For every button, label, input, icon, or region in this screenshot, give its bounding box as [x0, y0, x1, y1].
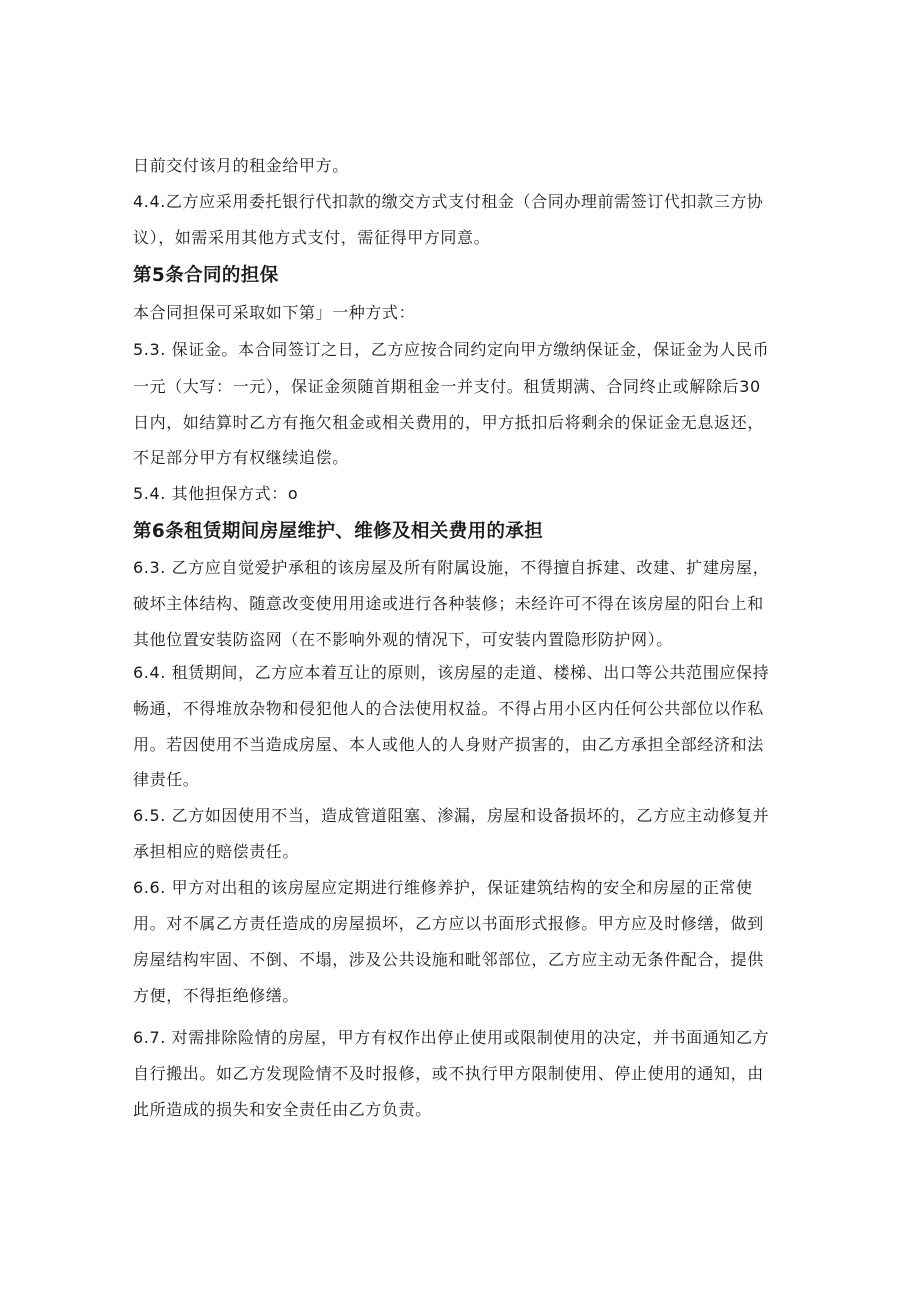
- heading-text: 条合同的担保: [165, 265, 279, 286]
- heading-number: 5: [151, 265, 166, 286]
- heading-number: 6: [151, 521, 166, 542]
- clause-6-6-line-4: 方便，不得拒绝修缮。: [133, 986, 300, 1005]
- heading-prefix: 第: [133, 521, 152, 542]
- clause-4-4-line-1: 4.4.乙方应采用委托银行代扣款的缴交方式支付租金（合同办理前需签订代扣款三方协: [133, 192, 764, 211]
- clause-6-3-line-2: 破坏主体结构、随意改变使用用途或进行各种装修；未经许可不得在该房屋的阳台上和: [133, 594, 764, 613]
- clause-5-3-line-4: 不足部分甲方有权继续追偿。: [133, 448, 349, 467]
- heading-prefix: 第: [133, 265, 152, 286]
- clause-5-4-line-1: 5.4. 其他担保方式：o: [133, 484, 299, 503]
- clause-6-4-line-3: 用。若因使用不当造成房屋、本人或他人的人身财产损害的，由乙方承担全部经济和法: [133, 735, 764, 754]
- clause-6-5-line-2: 承担相应的赔偿责任。: [133, 842, 300, 861]
- heading-text: 条租赁期间房屋维护、维修及相关费用的承担: [165, 521, 544, 542]
- clause-5-3-line-3: 日内，如结算时乙方有拖欠租金或相关费用的，甲方抵扣后将剩余的保证金无息返还，: [133, 413, 764, 432]
- clause-5-3-line-2: 一元（大写：一元），保证金须随首期租金一并支付。租赁期满、合同终止或解除后30: [133, 377, 761, 396]
- clause-6-3-line-3: 其他位置安装防盗网（在不影响外观的情况下，可安装内置隐形防护网）。: [133, 630, 673, 649]
- clause-6-5-line-1: 6.5. 乙方如因使用不当，造成管道阻塞、渗漏，房屋和设备损坏的，乙方应主动修复并: [133, 806, 770, 825]
- clause-5-3-line-1: 5.3. 保证金。本合同签订之日，乙方应按合同约定向甲方缴纳保证金，保证金为人民币: [133, 340, 770, 359]
- clause-6-3-line-1: 6.3. 乙方应自觉爱护承租的该房屋及所有附属设施，不得擅自拆建、改建、扩建房屋，: [133, 558, 770, 577]
- clause-6-7-line-2: 自行搬出。如乙方发现险情不及时报修，或不执行甲方限制使用、停止使用的通知，由: [133, 1064, 764, 1083]
- clause-4-4-line-2: 议），如需采用其他方式支付，需征得甲方同意。: [133, 228, 491, 247]
- clause-6-4-line-1: 6.4. 租赁期间，乙方应本着互让的原则，该房屋的走道、楼梯、出口等公共范围应保持: [133, 663, 770, 682]
- clause-5-intro: 本合同担保可采取如下第」一种方式：: [133, 303, 416, 322]
- clause-5-heading: [133, 264, 279, 288]
- clause-6-6-line-2: 用。对不属乙方责任造成的房屋损坏，乙方应以书面形式报修。甲方应及时修缮，做到: [133, 914, 764, 933]
- clause-6-4-line-2: 畅通，不得堆放杂物和侵犯他人的合法使用权益。不得占用小区内任何公共部位以作私: [133, 699, 764, 718]
- clause-6-7-line-1: 6.7. 对需排除险情的房屋，甲方有权作出停止使用或限制使用的决定，并书面通知乙方: [133, 1028, 770, 1047]
- clause-6-heading: [133, 520, 543, 544]
- clause-6-4-line-4: 律责任。: [133, 770, 200, 789]
- clause-6-7-line-3: 此所造成的损失和安全责任由乙方负责。: [133, 1100, 432, 1119]
- clause-6-6-line-1: 6.6. 甲方对出租的该房屋应定期进行维修养护，保证建筑结构的安全和房屋的正常使: [133, 878, 753, 897]
- clause-6-6-line-3: 房屋结构牢固、不倒、不塌，涉及公共设施和毗邻部位，乙方应主动无条件配合，提供: [133, 950, 764, 969]
- paragraph-line: 日前交付该月的租金给甲方。: [133, 156, 349, 175]
